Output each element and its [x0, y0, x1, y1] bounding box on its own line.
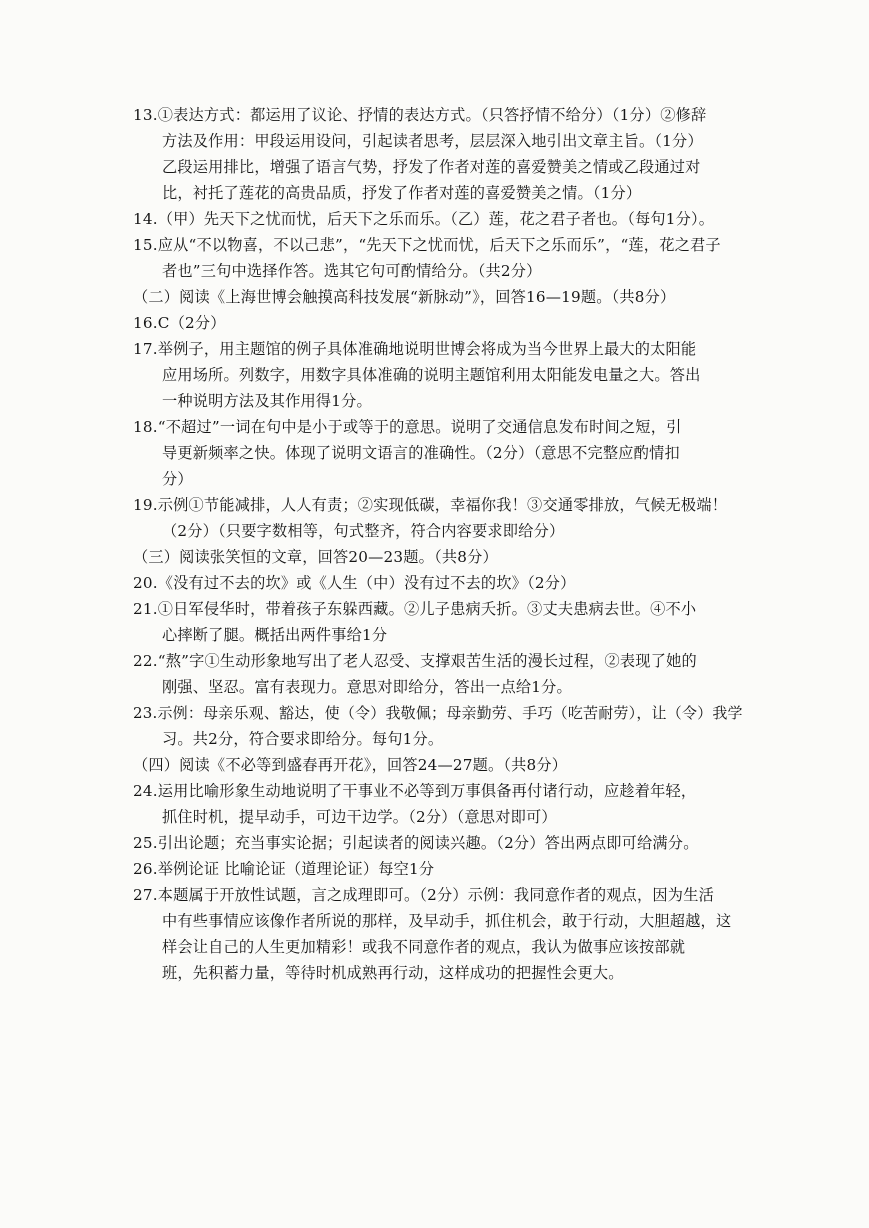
line-26: 26.举例论证 比喻论证（道理论证）每空1分	[133, 860, 435, 878]
line-19-2: （2分）（只要字数相等，句式整齐，符合内容要求即给分）	[162, 522, 565, 540]
line-17-3: 一种说明方法及其作用得1分。	[162, 392, 372, 410]
line-27-2: 中有些事情应该像作者所说的那样，及早动手，抓住机会，敢于行动，大胆超越，这	[162, 912, 732, 930]
line-16: 16.C（2分）	[133, 314, 226, 332]
line-25: 25.引出论题；充当事实论据；引起读者的阅读兴趣。（2分）答出两点即可给满分。	[133, 834, 699, 852]
line-17-2: 应用场所。列数字，用数字具体准确的说明主题馆利用太阳能发电量之大。答出	[162, 366, 701, 384]
line-24-2: 抓住时机，提早动手，可边干边学。（2分）（意思对即可）	[162, 808, 557, 826]
line-23-2: 习。共2分，符合要求即给分。每句1分。	[162, 730, 444, 748]
line-14: 14.（甲）先天下之忧而忧，后天下之乐而乐。（乙）莲，花之君子者也。（每句1分）。	[133, 210, 715, 228]
line-27-4: 班，先积蓄力量，等待时机成熟再行动，这样成功的把握性会更大。	[162, 964, 624, 982]
line-13-2: 方法及作用：甲段运用设问，引起读者思考，层层深入地引出文章主旨。（1分）	[162, 132, 703, 150]
line-21-1: 21.①日军侵华时，带着孩子东躲西藏。②儿子患病夭折。③丈夫患病去世。④不小	[133, 600, 697, 618]
line-23-1: 23.示例：母亲乐观、豁达，使（令）我敬佩；母亲勤劳、手巧（吃苦耐劳），让（令）我学	[133, 704, 743, 722]
line-22-2: 刚强、坚忍。富有表现力。意思对即给分，答出一点给1分。	[162, 678, 572, 696]
line-13-3: 乙段运用排比，增强了语言气势，抒发了作者对莲的喜爱赞美之情或乙段通过对	[162, 158, 701, 176]
line-13-1: 13.①表达方式：都运用了议论、抒情的表达方式。（只答抒情不给分）（1分）②修辞	[133, 106, 707, 124]
section-2-heading: （二）阅读《上海世博会触摸高科技发展“新脉动”》，回答16—19题。（共8分）	[133, 288, 676, 306]
line-24-1: 24.运用比喻形象生动地说明了干事业不必等到万事俱备再付诸行动，应趁着年轻，	[133, 782, 697, 800]
line-17-1: 17.举例子，用主题馆的例子具体准确地说明世博会将成为当今世界上最大的太阳能	[133, 340, 697, 358]
line-15-1: 15.应从“不以物喜，不以己悲”，“先天下之忧而忧，后天下之乐而乐”，“莲，花之君子	[133, 236, 721, 254]
line-20: 20.《没有过不去的坎》或《人生（中）没有过不去的坎》（2分）	[133, 574, 576, 592]
line-13-4: 比，衬托了莲花的高贵品质，抒发了作者对莲的喜爱赞美之情。（1分）	[162, 184, 642, 202]
section-4-heading: （四）阅读《不必等到盛春再开花》，回答24—27题。（共8分）	[133, 756, 568, 774]
line-27-3: 样会让自己的人生更加精彩！或我不同意作者的观点，我认为做事应该按部就	[162, 938, 686, 956]
line-15-2: 者也”三句中选择作答。选其它句可酌情给分。（共2分）	[162, 262, 542, 280]
line-22-1: 22.“熬”字①生动形象地写出了老人忍受、支撑艰苦生活的漫长过程，②表现了她的	[133, 652, 697, 670]
line-18-2: 导更新频率之快。体现了说明文语言的准确性。（2分）（意思不完整应酌情扣	[162, 444, 680, 462]
section-3-heading: （三）阅读张笑恒的文章，回答20—23题。（共8分）	[133, 548, 498, 566]
line-27-1: 27.本题属于开放性试题，言之成理即可。（2分）示例：我同意作者的观点，因为生活	[133, 886, 714, 904]
line-19-1: 19.示例①节能减排，人人有责；②实现低碳，幸福你我！③交通零排放，气候无极端！	[133, 496, 728, 514]
line-18-1: 18.“不超过”一词在句中是小于或等于的意思。说明了交通信息发布时间之短，引	[133, 418, 682, 436]
line-18-3: 分）	[162, 470, 193, 488]
line-21-2: 心摔断了腿。概括出两件事给1分	[162, 626, 388, 644]
